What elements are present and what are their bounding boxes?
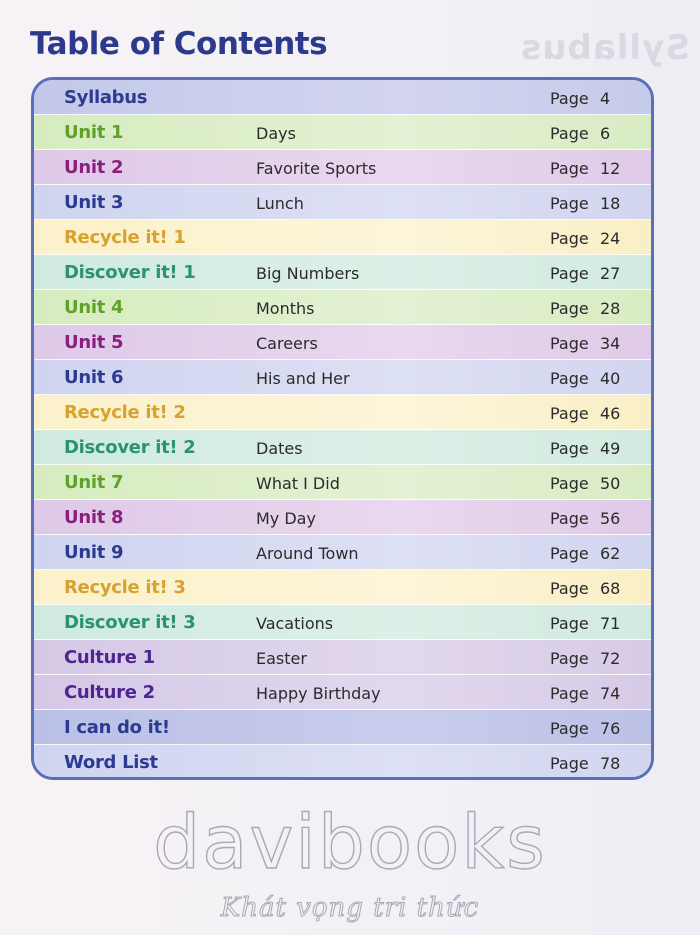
toc-entry-name: Recycle it! 1 [64,227,186,248]
toc-entry-name: Unit 7 [64,472,124,493]
toc-entry-name: I can do it! [64,717,170,738]
toc-entry-topic: Months [256,299,315,318]
page-label: Page [550,579,589,598]
toc-entry-name: Unit 9 [64,542,124,563]
toc-row-discover-2[interactable] [34,430,651,465]
page-label: Page [550,754,589,773]
toc-row-unit-4[interactable] [34,290,651,325]
watermark-tagline: Khát vọng tri thức [220,893,480,923]
toc-entry-name: Unit 8 [64,507,124,528]
page-number: 71 [600,614,621,633]
toc-entry-topic: Easter [256,649,307,668]
toc-row-recycle-1[interactable] [34,220,651,255]
page-label: Page [550,299,589,318]
toc-row-recycle-3[interactable] [34,570,651,605]
toc-entry-name: Recycle it! 3 [64,577,186,598]
toc-entry-topic: Around Town [256,544,359,563]
toc-row-culture-1[interactable] [34,640,651,675]
page-number: 46 [600,404,621,423]
page-label: Page [550,369,589,388]
toc-entry-topic: His and Her [256,369,350,388]
toc-row-discover-1[interactable] [34,255,651,290]
page-number: 68 [600,579,621,598]
toc-entry-topic: Lunch [256,194,304,213]
page-number: 72 [600,649,621,668]
watermark-brand: davibooks [153,800,547,886]
toc-row-unit-9[interactable] [34,535,651,570]
toc-entry-name: Unit 4 [64,297,124,318]
page-label: Page [550,684,589,703]
page-number: 27 [600,264,621,283]
toc-entry-name: Unit 1 [64,122,124,143]
toc-row-discover-3[interactable] [34,605,651,640]
page-number: 78 [600,754,621,773]
page-label: Page [550,404,589,423]
toc-entry-topic: Careers [256,334,318,353]
page-label: Page [550,649,589,668]
page-label: Page [550,159,589,178]
toc-row-unit-6[interactable] [34,360,651,395]
toc-entry-topic: What I Did [256,474,340,493]
page-label: Page [550,474,589,493]
toc-entry-topic: Big Numbers [256,264,360,283]
background-syllabus-title: Syllabus [520,28,690,68]
toc-row-i-can-do-it[interactable] [34,710,651,745]
page-number: 6 [600,124,611,143]
toc-row-unit-3[interactable] [34,185,651,220]
page-label: Page [550,719,589,738]
toc-entry-topic: My Day [256,509,316,528]
toc-entry-name: Unit 3 [64,192,124,213]
toc-entry-name: Unit 6 [64,367,124,388]
page-label: Page [550,509,589,528]
toc-row-unit-2[interactable] [34,150,651,185]
table-of-contents [31,77,654,780]
page-number: 28 [600,299,621,318]
toc-row-word-list[interactable] [34,745,651,780]
toc-entry-topic: Happy Birthday [256,684,381,703]
toc-row-unit-1[interactable] [34,115,651,150]
page-label: Page [550,439,589,458]
page-number: 49 [600,439,621,458]
page-number: 34 [600,334,621,353]
toc-entry-name: Culture 2 [64,682,155,703]
toc-entry-name: Discover it! 3 [64,612,196,633]
toc-entry-name: Syllabus [64,87,148,108]
page-number: 50 [600,474,621,493]
toc-entry-topic: Days [256,124,296,143]
page-number: 76 [600,719,621,738]
toc-row-unit-7[interactable] [34,465,651,500]
toc-row-culture-2[interactable] [34,675,651,710]
page-label: Page [550,229,589,248]
page-number: 12 [600,159,621,178]
toc-row-unit-8[interactable] [34,500,651,535]
toc-entry-name: Word List [64,752,158,773]
toc-entry-name: Discover it! 2 [64,437,196,458]
toc-entry-topic: Dates [256,439,303,458]
toc-entry-topic: Favorite Sports [256,159,377,178]
toc-row-unit-5[interactable] [34,325,651,360]
page-label: Page [550,89,589,108]
page-label: Page [550,544,589,563]
toc-entry-name: Recycle it! 2 [64,402,186,423]
page-label: Page [550,334,589,353]
page-number: 4 [600,89,611,108]
page-number: 40 [600,369,621,388]
page-label: Page [550,194,589,213]
page-number: 18 [600,194,621,213]
toc-entry-topic: Vacations [256,614,334,633]
toc-entry-name: Culture 1 [64,647,155,668]
toc-row-recycle-2[interactable] [34,395,651,430]
page-number: 74 [600,684,621,703]
page-label: Page [550,264,589,283]
toc-entry-name: Unit 5 [64,332,124,353]
page-label: Page [550,124,589,143]
page-number: 56 [600,509,621,528]
toc-entry-name: Unit 2 [64,157,124,178]
page-label: Page [550,614,589,633]
toc-row-syllabus[interactable] [34,80,651,115]
toc-entry-name: Discover it! 1 [64,262,196,283]
page-number: 62 [600,544,621,563]
page-title: Table of Contents [30,26,328,62]
page-number: 24 [600,229,621,248]
